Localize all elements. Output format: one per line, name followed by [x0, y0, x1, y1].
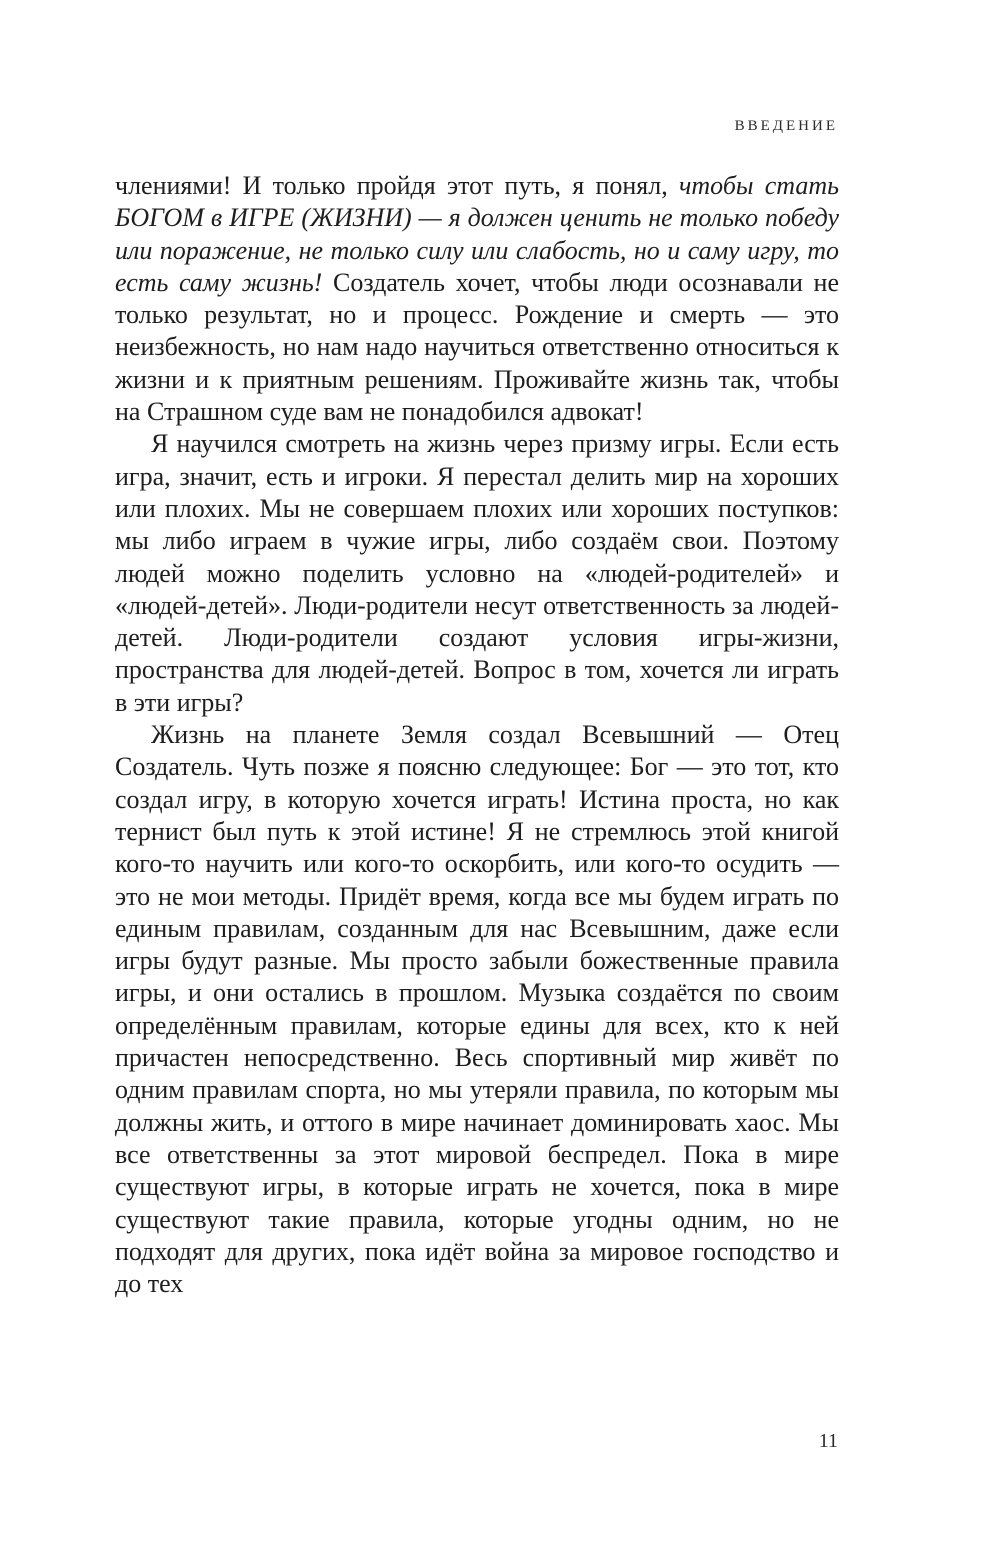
running-head: ВВЕДЕНИЕ	[734, 118, 838, 134]
paragraph-3: Жизнь на планете Земля создал Всевышний — Отец Создатель. Чуть позже я поясню следующее: Бог — это тот, кто создал игру, в которую хочется играть! Истина проста, но как тернист был путь к этой истине! Я не стремлюсь этой книгой кого-то научить или кого-то оскорбить, или кого-то осудить — это не мои методы. Придёт время, когда все мы будем играть по единым правилам, созданным для нас Всевышним, даже если игры будут разные. Мы просто забыли божественные правила игры, и они остались в прошлом. Музыка создаётся по своим определённым правилам, которые едины для всех, кто к ней причастен непосредственно. Весь спортивный мир живёт по одним правилам спорта, но мы утеряли правила, по которым мы должны жить, и оттого в мире начинает доминировать хаос. Мы все ответственны за этот мировой беспредел. Пока в мире существуют игры, в которые играть не хочется, пока в мире существуют такие правила, которые угодны одним, но не подходят для других, пока идёт война за мировое господство и до тех	[115, 720, 839, 1299]
page-number: 11	[818, 1430, 838, 1452]
paragraph-2: Я научился смотреть на жизнь через призму игры. Если есть игра, значит, есть и игроки. Я перестал делить мир на хороших или плохих. Мы не совершаем плохих или хороших поступков: мы либо играем в чужие игры, либо создаём свои. Поэтому людей можно поделить условно на «людей-родителей» и «людей-детей». Люди-родители несут ответственность за людей-детей. Люди-родители создают условия игры-жизни, пространства для людей-детей. Вопрос в том, хочется ли играть в эти игры?	[115, 429, 839, 717]
paragraph-1-italic: чтобы стать БОГОМ в ИГРЕ (ЖИЗНИ) — я должен ценить не только победу или поражение, не только силу или слабость, но и саму игру, то есть саму жизнь!	[115, 171, 840, 297]
paragraph-1	[115, 170, 839, 428]
body-text	[115, 170, 839, 1300]
paragraph-1-lead: члениями! И только пройдя этот путь, я понял,	[115, 171, 679, 200]
paragraph-1-rest: Создатель хочет, чтобы люди осознавали не только результат, но и процесс. Рождение и смерть — это неизбежность, но нам надо научиться ответственно относиться к жизни и к приятным решениям. Проживайте жизнь так, чтобы на Страшном суде вам не понадобился адвокат!	[115, 267, 839, 427]
